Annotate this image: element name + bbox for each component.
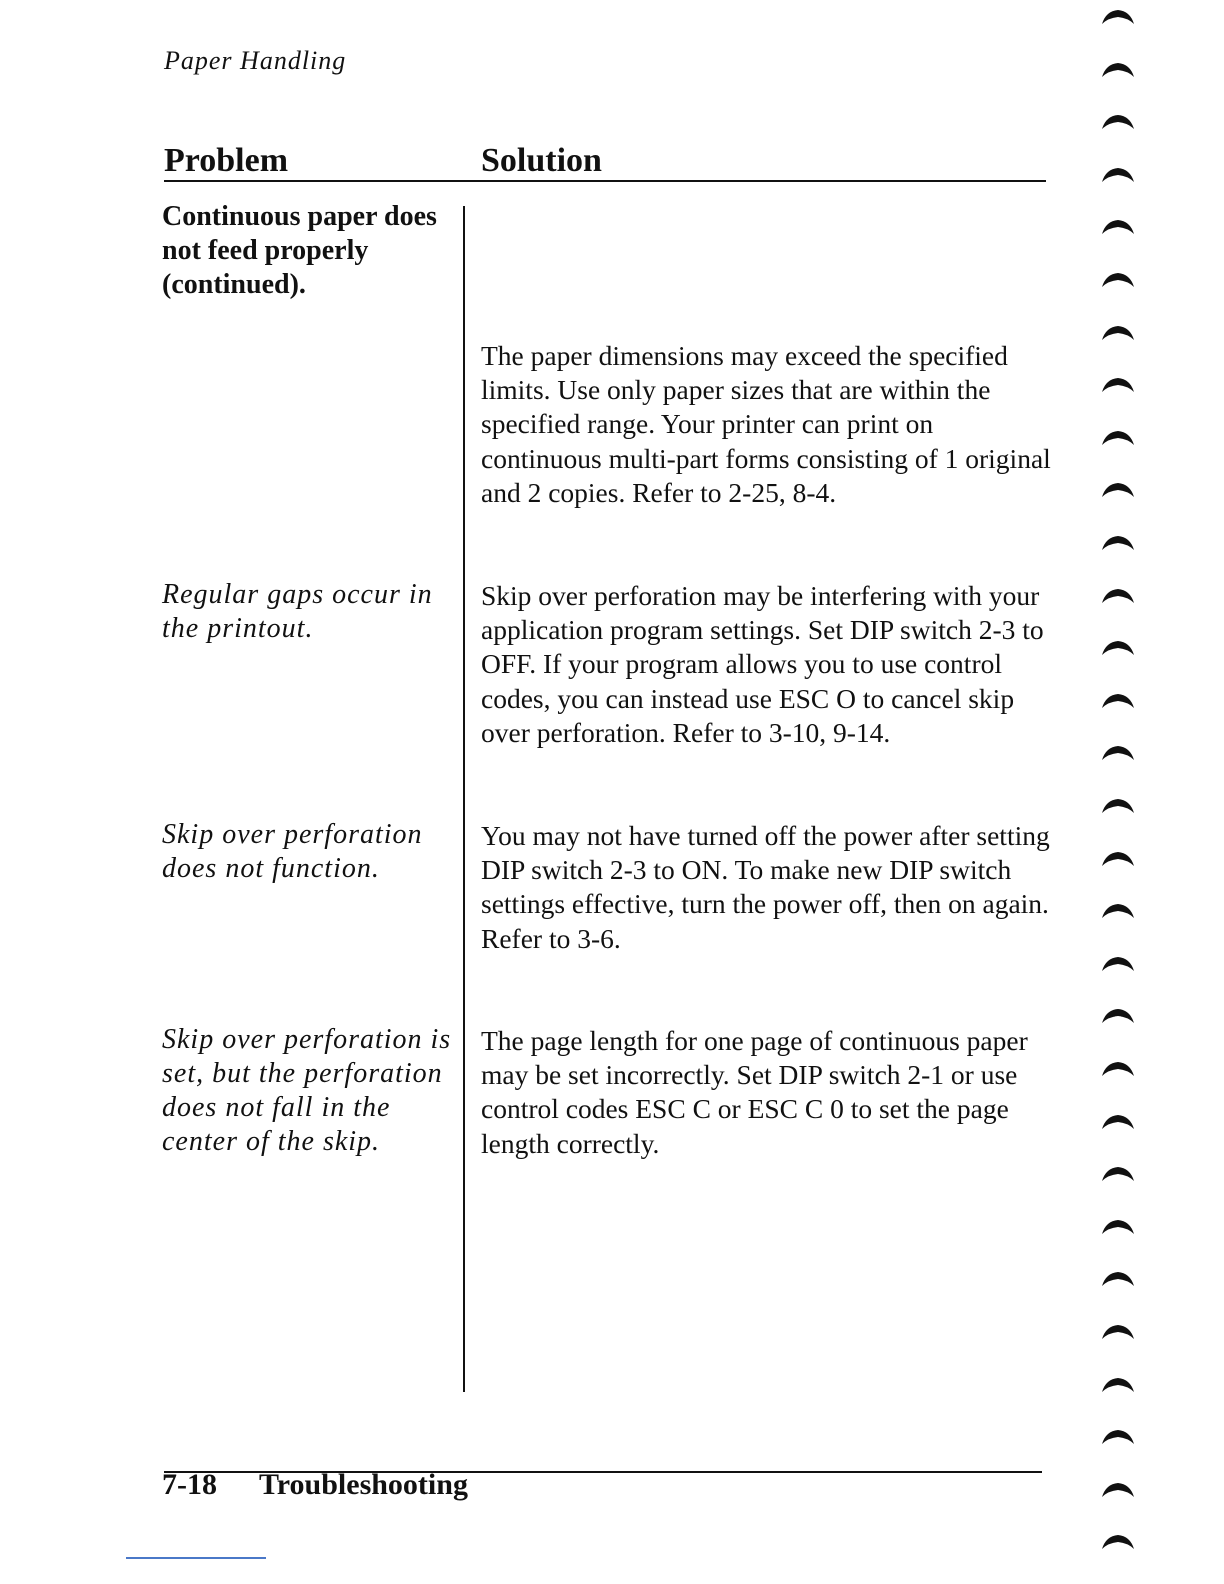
running-head: Paper Handling: [164, 46, 347, 75]
problem-text: Continuous paper does not feed properly (continued).: [162, 201, 437, 300]
problem-text: Skip over perforation is set, but the perforation does not fall in the center of the skip.: [162, 1024, 452, 1157]
binding-hole-icon: [1100, 324, 1136, 342]
binding-hole-icon: [1100, 955, 1136, 973]
solution-text: You may not have turned off the power after setting DIP switch 2-3 to ON. To make new DIP switch settings effective, turn the power off, then on again. Refer to 3-6.: [481, 820, 1050, 954]
heading-rule: [164, 180, 1046, 182]
problem-column-heading: Problem: [164, 142, 289, 179]
page-number: 7-18: [162, 1468, 217, 1501]
solution-column-heading: Solution: [481, 142, 602, 179]
problem-text: Skip over perforation does not function.: [162, 819, 423, 884]
binding-hole-icon: [1100, 1218, 1136, 1236]
solution-text: The page length for one page of continuous paper may be set incorrectly. Set DIP switch 2-1 or use control codes ESC C or ESC C 0 to set the page length correctly.: [481, 1025, 1028, 1159]
binding-hole-icon: [1100, 1113, 1136, 1131]
binding-hole-icon: [1100, 8, 1136, 26]
binding-hole-icon: [1100, 61, 1136, 79]
binding-hole-icon: [1100, 481, 1136, 499]
binding-hole-icon: [1100, 1428, 1136, 1446]
binding-hole-icon: [1100, 692, 1136, 710]
binding-hole-icon: [1100, 1165, 1136, 1183]
binding-hole-icon: [1100, 1270, 1136, 1288]
column-divider: [463, 206, 465, 1392]
binding-hole-icon: [1100, 218, 1136, 236]
binding-hole-icon: [1100, 376, 1136, 394]
binding-hole-icon: [1100, 639, 1136, 657]
binding-hole-icon: [1100, 1376, 1136, 1394]
section-title: Troubleshooting: [259, 1468, 468, 1501]
binding-hole-icon: [1100, 587, 1136, 605]
binding-hole-icon: [1100, 797, 1136, 815]
page-footer: [162, 1468, 468, 1502]
binding-hole-icon: [1100, 166, 1136, 184]
binding-hole-icon: [1100, 1533, 1136, 1551]
problem-text: Regular gaps occur in the printout.: [162, 579, 433, 644]
binding-hole-icon: [1100, 113, 1136, 131]
scan-edge-line: [126, 1557, 266, 1559]
binding-hole-icon: [1100, 902, 1136, 920]
binding-hole-icon: [1100, 1060, 1136, 1078]
binding-hole-icon: [1100, 429, 1136, 447]
binding-hole-icon: [1100, 534, 1136, 552]
binding-hole-icon: [1100, 1323, 1136, 1341]
binding-hole-icon: [1100, 271, 1136, 289]
binding-hole-icon: [1100, 850, 1136, 868]
solution-text: Skip over perforation may be interfering with your application program settings. Set DIP switch 2-3 to OFF. If your program allows you to use control codes, you can instead use ESC O to cancel skip over perforation. Refer to 3-10, 9-14.: [481, 580, 1044, 748]
binding-hole-icon: [1100, 1481, 1136, 1499]
binding-hole-icon: [1100, 744, 1136, 762]
binding-hole-icon: [1100, 1007, 1136, 1025]
solution-text: The paper dimensions may exceed the specified limits. Use only paper sizes that are within the specified range. Your printer can print on continuous multi-part forms consisting of 1 original and 2 copies. Refer to 2-25, 8-4.: [481, 340, 1051, 508]
